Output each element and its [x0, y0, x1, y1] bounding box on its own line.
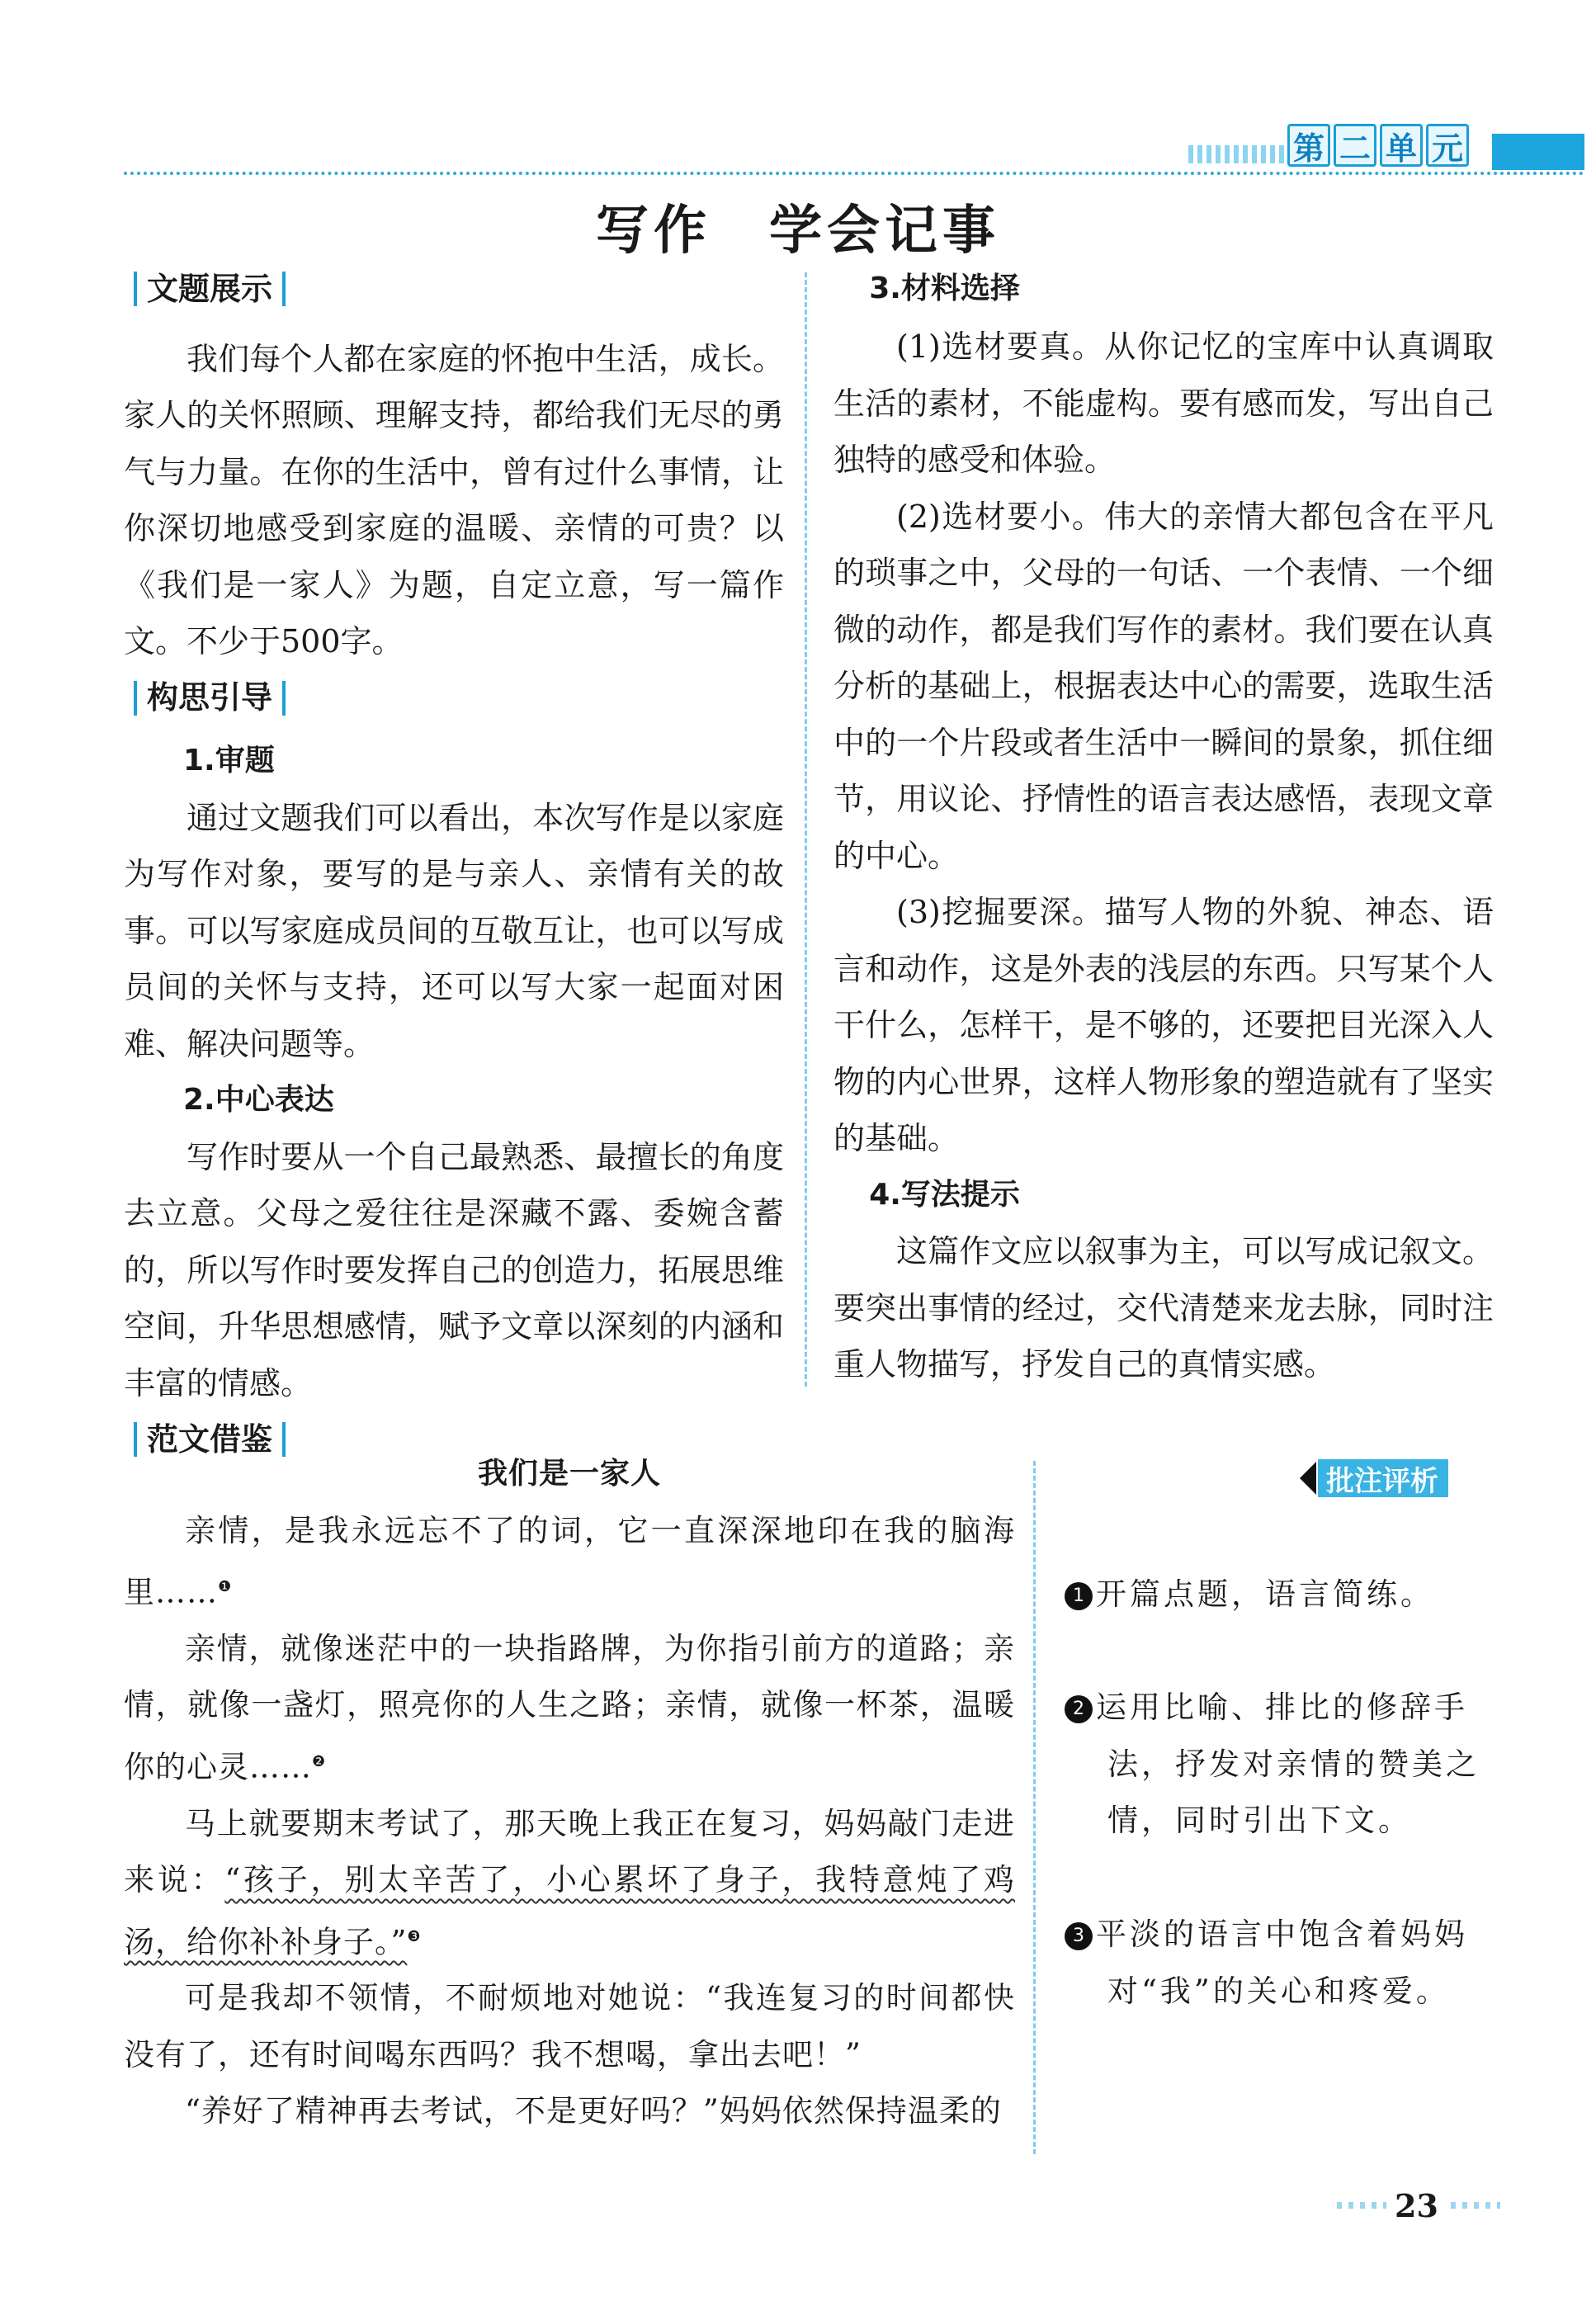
- header-divider: [124, 172, 1584, 175]
- unit-char: 单: [1380, 124, 1423, 167]
- section-tag-label: 范文借鉴: [147, 1420, 273, 1458]
- page-number-decoration: [1451, 2202, 1500, 2209]
- header-stripes: [1188, 145, 1287, 163]
- xiefa-text: 这篇作文应以叙事为主，可以写成记叙文。要突出事情的经过，交代清楚来龙去脉，同时注重人物描写，抒发自己的真情实感。: [833, 1233, 1494, 1382]
- subheading-shenti: 1.审题: [183, 744, 275, 777]
- essay-paragraph: 可是我却不领情，不耐烦地对她说：“我连复习的时间都快没有了，还有时间喝东西吗？我不想喝，拿出去吧！”: [124, 1980, 1015, 2072]
- cailiao-p1: (1)选材要真。从你记忆的宝库中认真调取生活的素材，不能虚构。要有感而发，写出自己独特的感受和体验。: [833, 328, 1494, 478]
- unit-label: [1287, 124, 1469, 170]
- left-column: [124, 266, 784, 1475]
- annotation-text: 运用比喻、排比的修辞手: [1096, 1690, 1468, 1725]
- essay-divider: [1033, 1461, 1036, 2154]
- annotation-header: [1300, 1459, 1448, 1497]
- cailiao-p3: (3)挖掘要深。描写人物的外貌、神态、语言和动作，这是外表的浅层的东西。只写某个人干什么，怎样干，是不够的，还要把目光深入人物的内心世界，这样人物形象的塑造就有了坚实的基础。: [833, 894, 1494, 1156]
- essay-text: 马上就要期末考试了，那天晚上我正在复习，妈妈敲门走进来说：: [124, 1805, 1015, 1898]
- subheading-cailiao: 3.材料选择: [869, 272, 1020, 305]
- zhongxin-text: 写作时要从一个自己最熟悉、最擅长的角度去立意。父母之爱往往是深藏不露、委婉含蓄的，所以写作时要发挥自己的创造力，拓展思维空间，升华思想感情，赋予文章以深刻的内涵和丰富的情感。: [124, 1138, 784, 1401]
- unit-char: 第: [1287, 124, 1330, 167]
- shenti-text: 通过文题我们可以看出，本次写作是以家庭为写作对象，要写的是与亲人、亲情有关的故事。可以写家庭成员间的互敬互让，也可以写成员间的关怀与支持，还可以写大家一起面对困难、解决问题等。: [124, 799, 784, 1062]
- essay-paragraph: [124, 1621, 1015, 1796]
- essay-text: 亲情，就像迷茫中的一块指路牌，为你指引前方的道路；亲情，就像一盏灯，照亮你的人生之路；亲情，就像一杯茶，温暖你的心灵……: [124, 1630, 1015, 1785]
- section-tag-guide: [124, 675, 295, 721]
- annotation-text: 平淡的语言中饱含着妈妈: [1096, 1916, 1468, 1952]
- essay-paragraph: [124, 1796, 1015, 1971]
- subheading-zhongxin: 2.中心表达: [183, 1083, 334, 1117]
- section-tag-prompt: [124, 266, 295, 312]
- annotation-text: 对“我”的关心和疼爱。: [1107, 1973, 1450, 2009]
- annotation-number: 2: [1065, 1695, 1093, 1723]
- annotation-2: [1065, 1680, 1494, 1850]
- annotation-text: 法，抒发对亲情的赞美之情，同时引出下文。: [1107, 1746, 1480, 1838]
- header-accent-bar: [1492, 134, 1584, 170]
- annotation-text: 开篇点题，语言简练。: [1096, 1576, 1434, 1612]
- annotation-header-label: 批注评析: [1318, 1459, 1448, 1497]
- section-tag-label: 构思引导: [147, 679, 273, 716]
- annotation-marker: ❶: [218, 1578, 233, 1595]
- annotation-number: 3: [1065, 1922, 1093, 1950]
- page-number-decoration: [1337, 2202, 1386, 2209]
- prompt-text: 我们每个人都在家庭的怀抱中生活，成长。家人的关怀照顾、理解支持，都给我们无尽的勇气与力量。在你的生活中，曾有过什么事情，让你深切地感受到家庭的温暖、亲情的可贵？以《我们是一家人》为题，自定立意，写一篇作文。不少于500字。: [124, 340, 784, 659]
- essay-text: 亲情，是我永远忘不了的词，它一直深深地印在我的脑海里……: [124, 1512, 1015, 1610]
- triangle-icon: [1300, 1462, 1316, 1495]
- cailiao-p2: (2)选材要小。伟大的亲情大都包含在平凡的琐事之中，父母的一句话、一个表情、一个细微的动作，都是我们写作的素材。我们要在认真分析的基础上，根据表达中心的需要，选取生活中的一个片段或者生活中一瞬间的景象，抓住细节，用议论、抒情性的语言表达感悟，表现文章的中心。: [833, 498, 1494, 874]
- underlined-quote: “孩子，别太辛苦了，小心累坏了身子，我特意炖了鸡汤，给你补补身子。”: [124, 1862, 1016, 1959]
- sample-essay: [124, 1446, 1015, 2140]
- annotation-1: [1065, 1567, 1494, 1623]
- section-tag-label: 文题展示: [147, 270, 273, 307]
- subheading-xiefa: 4.写法提示: [869, 1177, 1020, 1212]
- column-divider: [805, 272, 807, 1387]
- annotation-3: [1065, 1907, 1494, 2020]
- essay-paragraph: [124, 1503, 1015, 1621]
- essay-title: 我们是一家人: [477, 1457, 661, 1491]
- page-number: 23: [1395, 2187, 1438, 2224]
- unit-char: 元: [1426, 124, 1469, 167]
- annotation-marker: ❷: [312, 1752, 327, 1770]
- essay-paragraph: “养好了精神再去考试，不是更好吗？”妈妈依然保持温柔的: [185, 2093, 1002, 2129]
- page-title: 写作 学会记事: [596, 200, 1000, 262]
- annotation-number: 1: [1065, 1582, 1093, 1610]
- annotation-marker: ❸: [407, 1927, 422, 1945]
- right-column: [833, 266, 1494, 1393]
- unit-char: 二: [1334, 124, 1376, 167]
